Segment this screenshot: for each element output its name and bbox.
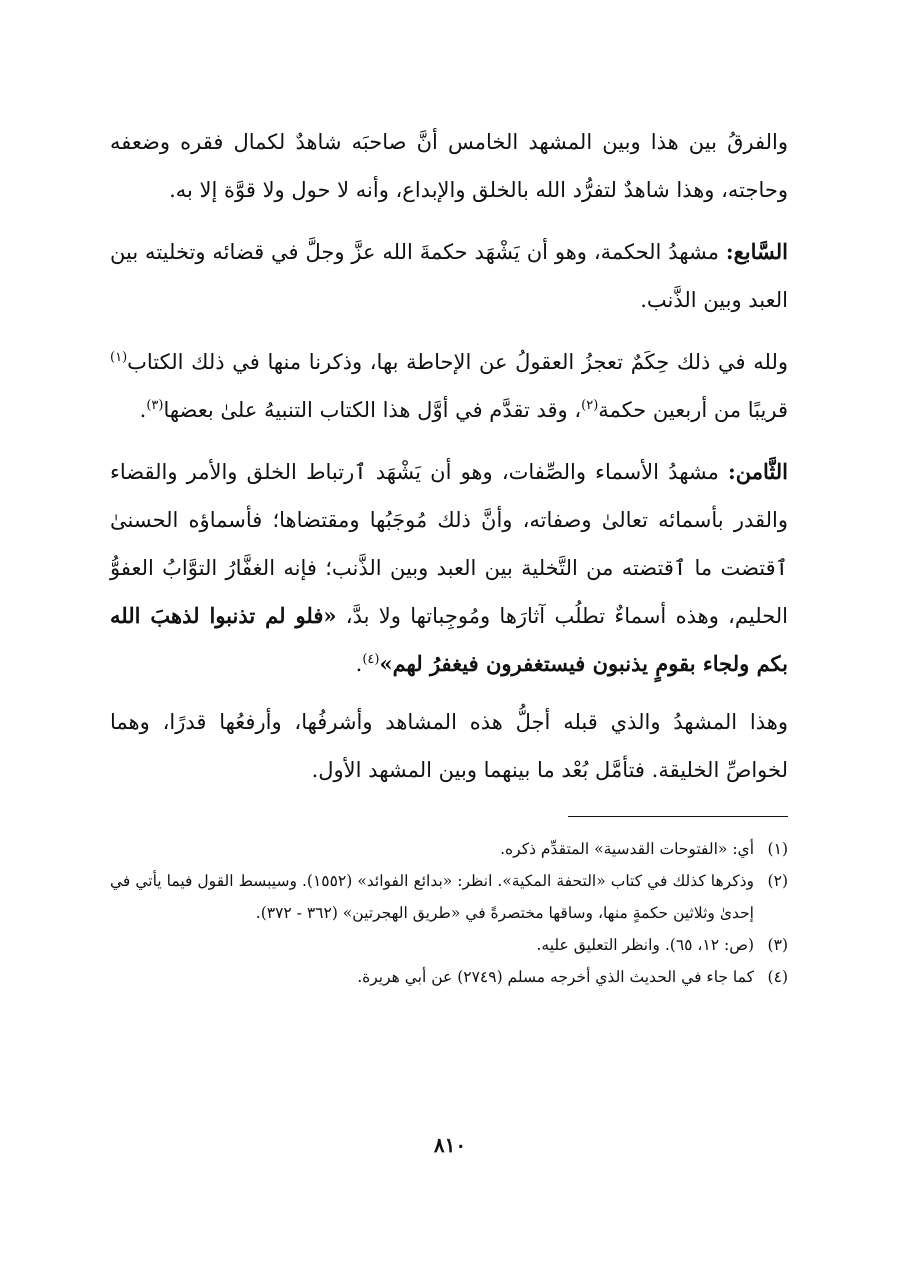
footnote-1: [110, 833, 788, 865]
footnote-text: كما جاء في الحديث الذي أخرجه مسلم (٢٧٤٩) عن أبي هريرة.: [357, 968, 754, 986]
paragraph-wisdoms: [110, 338, 788, 434]
paragraph-distinction-text: والفرقُ بين هذا وبين المشهد الخامس أنَّ صاحبَه شاهدٌ لكمال فقره وضعفه وحاجته، وهذا شاهدٌ لتفرُّد الله بالخلق والإبداع، وأنه لا حول ولا قوَّة إلا به.: [110, 130, 788, 202]
page-number: ٨١٠: [433, 1133, 467, 1157]
paragraph-eighth-scene: [110, 448, 788, 688]
seventh-text: مشهدُ الحكمة، وهو أن يَشْهَد حكمةَ الله عزَّ وجلَّ في قضائه وتخليته بين العبد وبين الذَّنب.: [110, 240, 788, 312]
footnote-number: (٤): [767, 968, 788, 986]
eighth-text: مشهدُ الأسماء والصِّفات، وهو أن يَشْهَد ٱرتباط الخلق والأمر والقضاء والقدر بأسمائه تعالىٰ وصفاته، وأنَّ ذلك مُوجَبُها ومقتضاها؛ فأسماؤه الحسنىٰ ٱقتضت ما ٱقتضته من التَّخلية بين العبد وبين الذَّنب؛ فإنه الغفَّارُ التوَّابُ العفوُّ الحليم، وهذه أسماءٌ تطلُب آثارَها ومُوجِباتها ولا بدَّ،: [110, 460, 788, 628]
eighth-heading: الثَّامن:: [728, 459, 788, 484]
footnote-mark-3[interactable]: (٣): [146, 398, 164, 413]
footnote-mark-2[interactable]: (٢): [581, 398, 599, 413]
footnote-mark-4[interactable]: (٤): [362, 652, 380, 667]
footnote-3: [110, 929, 788, 961]
footnote-number: (١): [767, 840, 788, 858]
hadith-quote: «فلو لم تذنبوا لذهبَ الله بكم ولجاء بقومٍ يذنبون فيستغفرون فيغفرُ لهم»: [110, 603, 788, 676]
footnote-mark-1[interactable]: (١): [110, 350, 128, 365]
wisdoms-text-b: قريبًا من أربعين حكمة: [598, 398, 788, 422]
paragraph-distinction: [110, 118, 788, 214]
conclusion-text: وهذا المشهدُ والذي قبله أجلُّ هذه المشاهد وأشرفُها، وأرفعُها قدرًا، وهما لخواصِّ الخليقة. فتأمَّل بُعْد ما بينهما وبين المشهد الأول.: [110, 710, 788, 782]
footnote-2: [110, 865, 788, 929]
footnote-number: (٢): [767, 872, 788, 890]
footnotes: [110, 833, 788, 993]
footnote-text: أي: «الفتوحات القدسية» المتقدِّم ذكره.: [500, 840, 754, 858]
wisdoms-text-c: ، وقد تقدَّم في أوَّل هذا الكتاب التنبيهُ علىٰ بعضها: [163, 398, 582, 422]
footnote-number: (٣): [767, 936, 788, 954]
page-body: [110, 118, 788, 993]
eighth-end: .: [355, 652, 363, 676]
wisdoms-text-d: .: [139, 398, 147, 422]
wisdoms-text-a: ولله في ذلك حِكَمٌ تعجزُ العقولُ عن الإحاطة بها، وذكرنا منها في ذلك الكتاب: [127, 350, 788, 374]
footnote-divider: [568, 816, 788, 817]
seventh-heading: السَّابع:: [725, 239, 788, 264]
footnote-4: [110, 961, 788, 993]
paragraph-conclusion: [110, 698, 788, 794]
paragraph-seventh-scene: [110, 228, 788, 324]
footnote-text: وذكرها كذلك في كتاب «التحفة المكية». انظر: «بدائع الفوائد» (١٥٥٢). وسيبسط القول فيما يأتي في إحدىٰ وثلاثين حكمةٍ منها، وساقها مختصرةً في «طريق الهجرتين» (٣٦٢ - ٣٧٢).: [110, 872, 754, 922]
footnote-text: (ص: ١٢، ٦٥). وانظر التعليق عليه.: [536, 936, 754, 954]
